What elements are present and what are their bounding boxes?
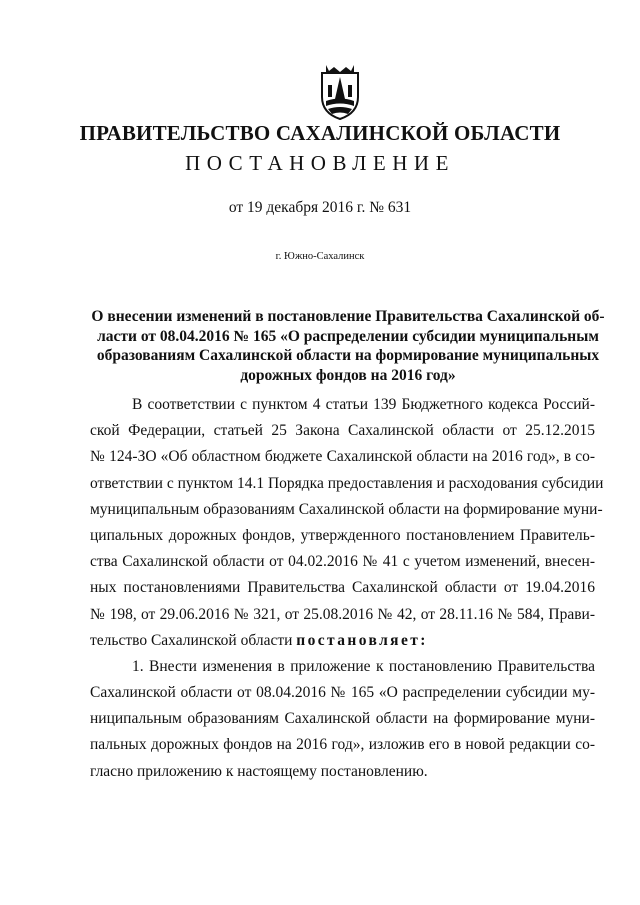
body-line: ниципальным образованиям Сахалинской области на формирование муни- [90, 710, 595, 728]
body-line: Сахалинской области от 08.04.2016 № 165 «О распределении субсидии му- [90, 684, 595, 702]
document-type: ПОСТАНОВЛЕНИЕ [185, 151, 455, 175]
document-place: г. Южно-Сахалинск [275, 251, 365, 262]
subject-line: образованиям Сахалинской области на формирование муниципальных [96, 347, 600, 364]
body-line: № 198, от 29.06.2016 № 321, от 25.08.2016 № 42, от 28.11.16 № 584, Прави- [90, 605, 595, 623]
body-line: ных постановлениями Правительства Сахалинской области от 19.04.2016 [90, 579, 595, 597]
body-line: 1. Внести изменения в приложение к постановлению Правительства [132, 657, 595, 675]
sakhalin-coat-of-arms-icon [318, 63, 362, 121]
subject-line: О внесении изменений в постановление Правительства Сахалинской об- [91, 308, 605, 325]
government-title: ПРАВИТЕЛЬСТВО САХАЛИНСКОЙ ОБЛАСТИ [79, 121, 561, 145]
document-date-number: от 19 декабря 2016 г. № 631 [228, 199, 412, 216]
body-line: пальных дорожных фондов на 2016 год», изложив его в новой редакции со- [90, 736, 595, 754]
subject-line: дорожных фондов на 2016 год» [240, 366, 456, 384]
body-line-text: тельство Сахалинской области [90, 631, 297, 649]
body-line [90, 628, 595, 654]
resolve-word: постановляет: [296, 631, 428, 649]
document-body [90, 392, 604, 785]
subject-line: ласти от 08.04.2016 № 165 «О распределении субсидии муниципальным [97, 327, 599, 345]
body-line: В соответствии с пунктом 4 статьи 139 Бюджетного кодекса Россий- [132, 396, 595, 413]
document-subject [88, 307, 608, 385]
body-line: муниципальным образованиям Сахалинской области на формирование муни- [90, 500, 603, 518]
body-line: ской Федерации, статьей 25 Закона Сахалинской области от 25.12.2015 [90, 422, 595, 440]
body-line: ципальных дорожных фондов, утвержденного постановлением Правитель- [90, 526, 595, 544]
body-line: ответствии с пунктом 14.1 Порядка предоставления и расходования субсидии [90, 474, 604, 492]
body-line: гласно приложению к настоящему постановлению. [90, 762, 428, 780]
body-line: ства Сахалинской области от 04.02.2016 № 41 с учетом изменений, внесен- [90, 553, 595, 571]
body-line: № 124-ЗО «Об областном бюджете Сахалинской области на 2016 год», в со- [90, 448, 595, 466]
